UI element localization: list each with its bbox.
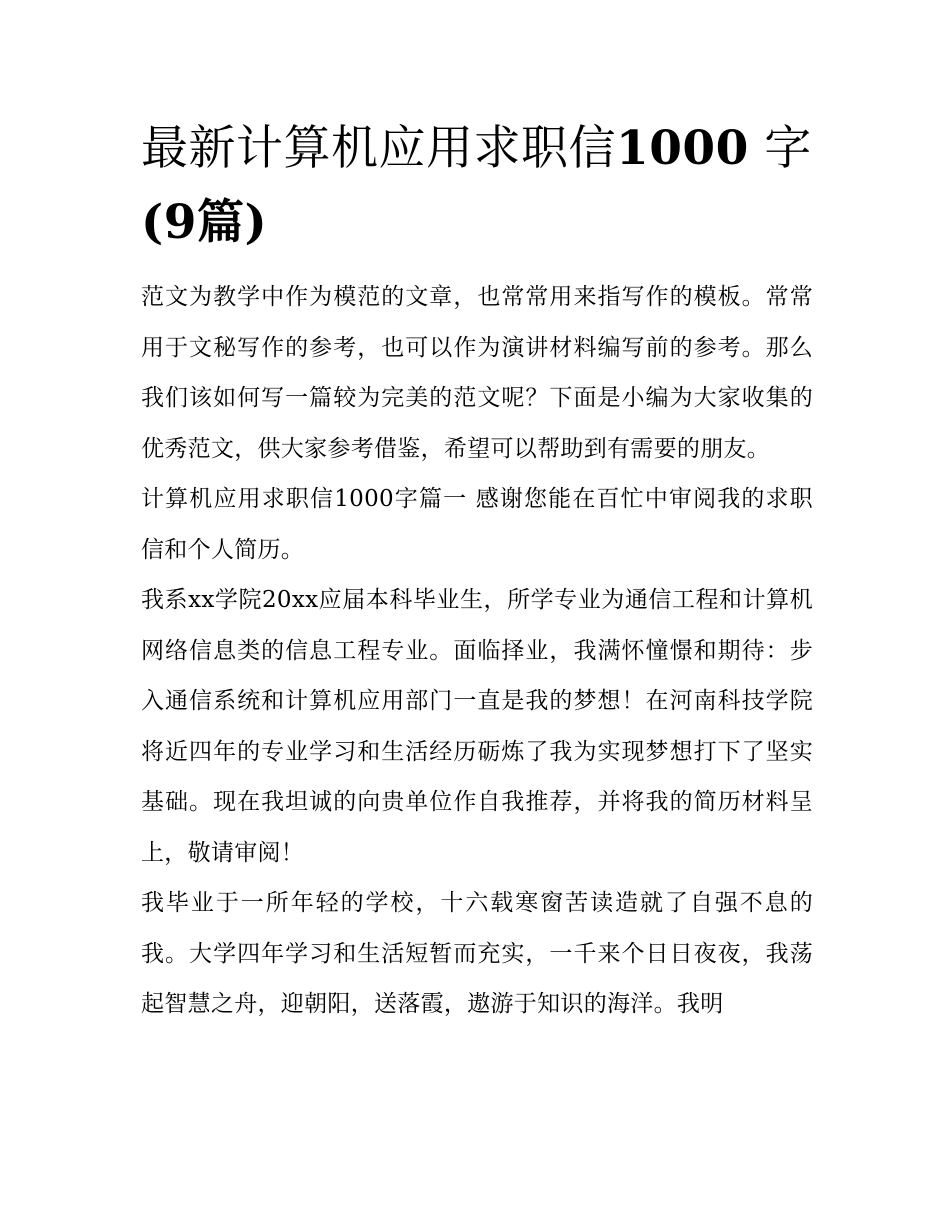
- title-suffix: 字: [764, 121, 812, 176]
- title-number: 1000: [616, 121, 749, 176]
- document-page: [141, 112, 813, 1030]
- paragraph-opening: 计算机应用求职信1000字篇一 感谢您能在百忙中审阅我的求职信和个人简历。: [141, 486, 813, 563]
- paragraph-intro: 范文为教学中作为模范的文章，也常常用来指写作的模板。常常用于文秘写作的参考，也可以作为演讲材料编写前的参考。那么我们该如何写一篇较为完美的范文呢？下面是小编为大家收集的优秀范文，供大家参考借鉴，希望可以帮助到有需要的朋友。: [141, 284, 813, 462]
- document-body: [141, 272, 813, 1030]
- title-count: (9篇): [141, 195, 268, 250]
- paragraph-background: 我系xx学院20xx应届本科毕业生，所学专业为通信工程和计算机网络信息类的信息工程专业。面临择业，我满怀憧憬和期待：步入通信系统和计算机应用部门一直是我的梦想！在河南科技学院将近四年的专业学习和生活经历砺炼了我为实现梦想打下了坚实基础。现在我坦诚的向贵单位作自我推荐，并将我的简历材料呈上，敬请审阅！: [141, 587, 813, 866]
- document-title: [141, 112, 813, 260]
- title-text: 最新计算机应用求职信: [141, 121, 616, 176]
- paragraph-education: 我毕业于一所年轻的学校，十六载寒窗苦读造就了自强不息的我。大学四年学习和生活短暂而充实，一千来个日日夜夜，我荡起智慧之舟，迎朝阳，送落霞，遨游于知识的海洋。我明: [141, 890, 813, 1017]
